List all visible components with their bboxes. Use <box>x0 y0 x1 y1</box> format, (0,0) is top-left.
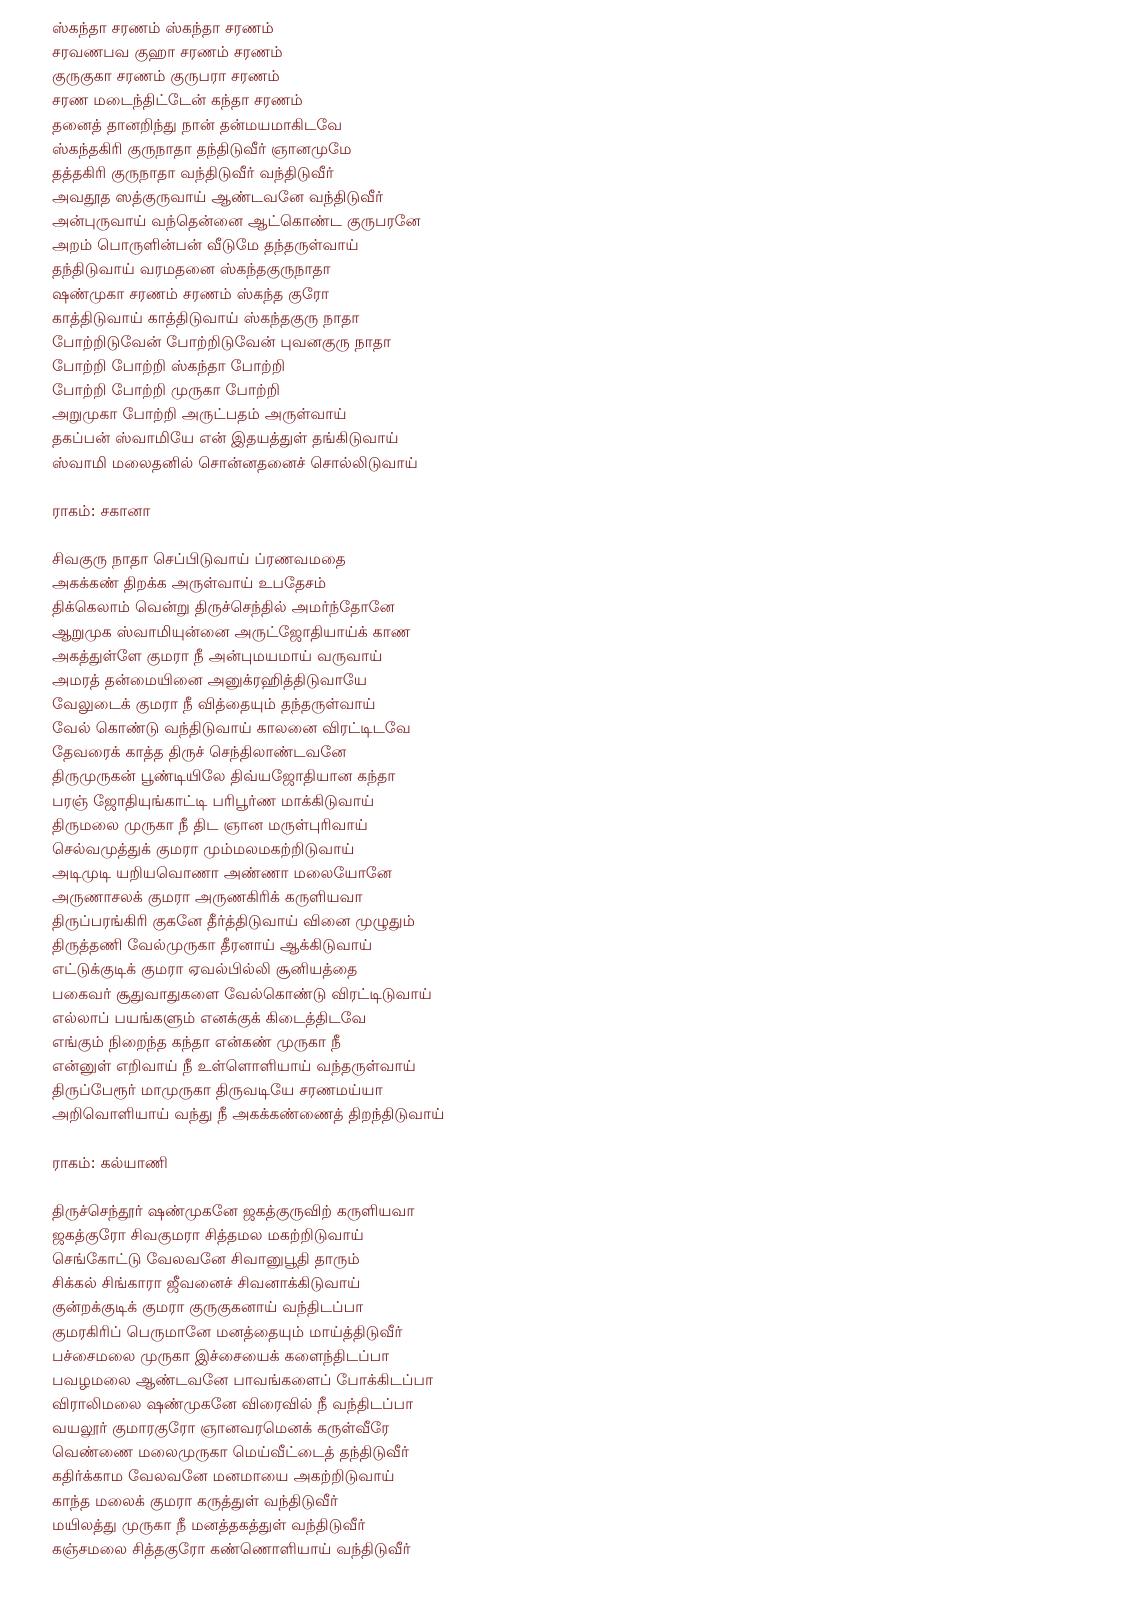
lyric-line: திருப்பேரூர் மாமுருகா திருவடியே சரணமய்யா <box>52 1081 383 1100</box>
lyric-line: தனைத் தானறிந்து நான் தன்மயமாகிடவே <box>52 115 343 134</box>
blank-spacer <box>52 523 1092 547</box>
lyric-line: கஞ்சமலை சித்தகுரோ கண்ணொளியாய் வந்திடுவீர் <box>52 1539 411 1558</box>
lyric-line: அடிமுடி யறியவொணா அண்ணா மலையோனே <box>52 863 392 882</box>
lyric-line: எல்லாப் பயங்களும் எனக்குக் கிடைத்திடவே <box>52 1008 367 1027</box>
lyric-line: சரவணபவ குஹா சரணம் சரணம் <box>52 43 283 62</box>
lyric-line: வயலூர் குமாரகுரோ ஞானவரமெனக் கருள்வீரே <box>52 1419 390 1438</box>
lyric-line: செல்வமுத்துக் குமரா மும்மலமகற்றிடுவாய் <box>52 839 355 858</box>
raga-heading: ராகம்: சகானா <box>52 501 151 520</box>
lyric-line: அகத்துள்ளே குமரா நீ அன்புமயமாய் வருவாய் <box>52 646 383 665</box>
lyric-line: அமரத் தன்மையினை அனுக்ரஹித்திடுவாயே <box>52 670 368 689</box>
raga-heading: ராகம்: கல்யாணி <box>52 1153 168 1172</box>
lyric-line: எங்கும் நிறைந்த கந்தா என்கண் முருகா நீ <box>52 1032 341 1051</box>
lyric-line: குன்றக்குடிக் குமரா குருகுகனாய் வந்திடப்பா <box>52 1298 364 1317</box>
lyric-line: ஷண்முகா சரணம் சரணம் ஸ்கந்த குரோ <box>52 284 329 303</box>
lyric-line: திருச்செந்தூர் ஷண்முகனே ஜகத்குருவிற் கருளியவா <box>52 1201 415 1220</box>
lyric-line: பகைவர் சூதுவாதுகளை வேல்கொண்டு விரட்டிடுவாய் <box>52 984 432 1003</box>
lyric-line: சிவகுரு நாதா செப்பிடுவாய் ப்ரணவமதை <box>52 550 346 569</box>
lyric-line: செங்கோட்டு வேலவனே சிவானுபூதி தாரும் <box>52 1250 360 1269</box>
lyric-line: ஆறுமுக ஸ்வாமியுன்னை அருட்ஜோதியாய்க் காண <box>52 622 411 641</box>
blank-spacer <box>52 475 1092 499</box>
lyric-line: என்னுள் எறிவாய் நீ உள்ளொளியாய் வந்தருள்வாய் <box>52 1057 416 1076</box>
lyric-line: திக்கெலாம் வென்று திருச்செந்தில் அமர்ந்தோனே <box>52 598 395 617</box>
lyric-line: கதிர்க்காம வேலவனே மனமாயை அகற்றிடுவாய் <box>52 1467 395 1486</box>
lyric-line: அறிவொளியாய் வந்து நீ அகக்கண்ணைத் திறந்திடுவாய் <box>52 1105 445 1124</box>
lyric-line: போற்றி போற்றி ஸ்கந்தா போற்றி <box>52 356 286 375</box>
lyric-line: தேவரைக் காத்த திருச் செந்திலாண்டவனே <box>52 743 347 762</box>
lyric-line: சிக்கல் சிங்காரா ஜீவனைச் சிவனாக்கிடுவாய் <box>52 1274 361 1293</box>
lyric-line: குருகுகா சரணம் குருபரா சரணம் <box>52 67 280 86</box>
lyric-line: திருப்பரங்கிரி குகனே தீர்த்திடுவாய் வினை முழுதும் <box>52 912 415 931</box>
lyric-line: தத்தகிரி குருநாதா வந்திடுவீர் வந்திடுவீர் <box>52 163 334 182</box>
lyric-line: பரஞ் ஜோதியுங்காட்டி பரிபூர்ண மாக்கிடுவாய் <box>52 791 375 810</box>
lyric-line: வேலுடைக் குமரா நீ வித்தையும் தந்தருள்வாய் <box>52 694 376 713</box>
blank-spacer <box>52 1126 1092 1150</box>
lyric-line: காத்திடுவாய் காத்திடுவாய் ஸ்கந்தகுரு நாதா <box>52 308 360 327</box>
lyric-line: திருத்தணி வேல்முருகா தீரனாய் ஆக்கிடுவாய் <box>52 936 373 955</box>
lyric-line: அறுமுகா போற்றி அருட்பதம் அருள்வாய் <box>52 405 347 424</box>
lyric-line: அறம் பொருளின்பன் வீடுமே தந்தருள்வாய் <box>52 236 359 255</box>
lyric-line: காந்த மலைக் குமரா கருத்துள் வந்திடுவீர் <box>52 1491 338 1510</box>
lyric-line: ஸ்வாமி மலைதனில் சொன்னதனைச் சொல்லிடுவாய் <box>52 453 418 472</box>
lyric-line: விராலிமலை ஷண்முகனே விரைவில் நீ வந்திடப்பா <box>52 1395 414 1414</box>
lyric-line: பச்சைமலை முருகா இச்சையைக் களைந்திடப்பா <box>52 1346 390 1365</box>
lyric-line: வெண்ணை மலைமுருகா மெய்வீட்டைத் தந்திடுவீர் <box>52 1443 409 1462</box>
blank-spacer <box>52 1175 1092 1199</box>
lyric-line: போற்றிடுவேன் போற்றிடுவேன் புவனகுரு நாதா <box>52 332 391 351</box>
lyric-line: அருணாசலக் குமரா அருணகிரிக் கருளியவா <box>52 888 363 907</box>
lyric-line: திருமுருகன் பூண்டியிலே திவ்யஜோதியான கந்தா <box>52 767 396 786</box>
lyric-line: அவதூத ஸத்குருவாய் ஆண்டவனே வந்திடுவீர் <box>52 187 384 206</box>
lyric-line: குமரகிரிப் பெருமானே மனத்தையும் மாய்த்திடுவீர் <box>52 1322 403 1341</box>
lyric-line: தகப்பன் ஸ்வாமியே என் இதயத்துள் தங்கிடுவாய் <box>52 429 399 448</box>
lyric-line: ஸ்கந்தா சரணம் ஸ்கந்தா சரணம் <box>52 19 274 37</box>
lyric-line: அன்புருவாய் வந்தென்னை ஆட்கொண்ட குருபரனே <box>52 212 421 231</box>
lyric-line: ஜகத்குரோ சிவகுமரா சித்தமல மகற்றிடுவாய் <box>52 1226 364 1245</box>
lyric-line: பவழமலை ஆண்டவனே பாவங்களைப் போக்கிடப்பா <box>52 1370 434 1389</box>
lyric-line: அகக்கண் திறக்க அருள்வாய் உபதேசம் <box>52 574 327 593</box>
lyric-line: எட்டுக்குடிக் குமரா ஏவல்பில்லி சூனியத்தை <box>52 960 358 979</box>
lyric-line: சரண மடைந்திட்டேன் கந்தா சரணம் <box>52 91 303 110</box>
lyric-line: திருமலை முருகா நீ திட ஞான மருள்புரிவாய் <box>52 815 368 834</box>
lyric-line: தந்திடுவாய் வரமதனை ஸ்கந்தகுருநாதா <box>52 260 331 279</box>
lyric-line: போற்றி போற்றி முருகா போற்றி <box>52 381 280 400</box>
lyric-line: ஸ்கந்தகிரி குருநாதா தந்திடுவீர் ஞானமுமே <box>52 139 352 158</box>
lyric-line: மயிலத்து முருகா நீ மனத்தகத்துள் வந்திடுவீர் <box>52 1515 366 1534</box>
lyrics-text-block <box>52 16 1092 1561</box>
lyric-line: வேல் கொண்டு வந்திடுவாய் காலனை விரட்டிடவே <box>52 719 411 738</box>
